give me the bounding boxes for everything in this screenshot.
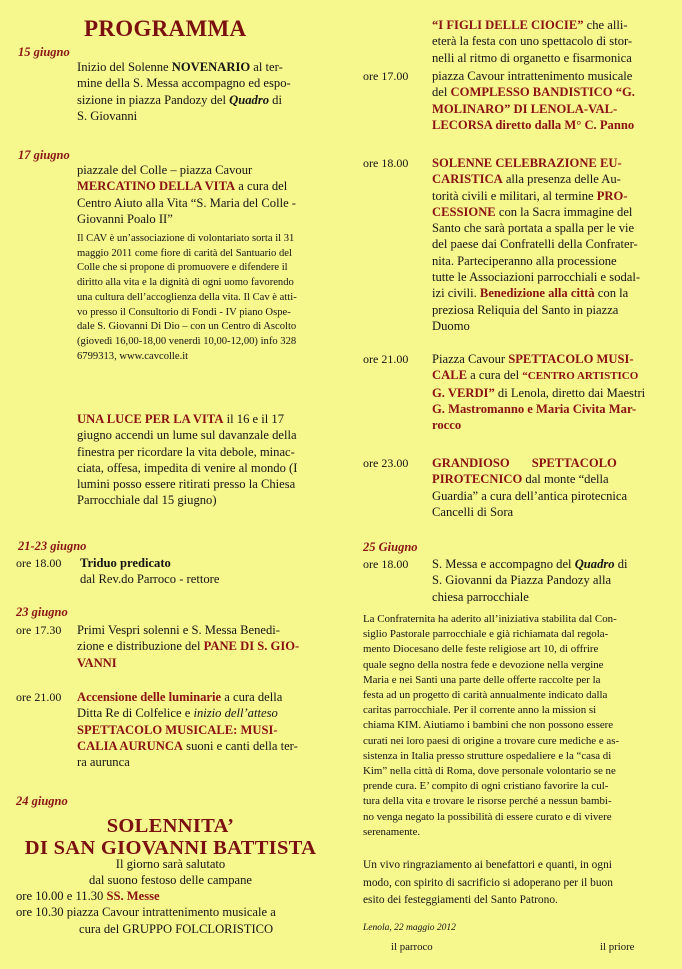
text-line: ore 10.00 e 11.30 SS. Messe xyxy=(16,889,160,903)
event-24-giugno xyxy=(16,888,336,937)
text-line: Guardia” a cura dell’antica pirotecnica xyxy=(432,488,628,503)
text-line: La Confraternita ha aderito all’iniziativa stabilita dal Con- xyxy=(363,613,617,625)
text-line: zione e distribuzione del PANE DI S. GIO- xyxy=(77,639,300,654)
text-line: eterà la festa con uno spettacolo di stor- xyxy=(432,34,633,49)
text-line: nita. Parteciperanno alla processione xyxy=(432,253,617,268)
text-line: MERCATINO DELLA VITA a cura del xyxy=(77,179,288,194)
time-label: ore 23.00 xyxy=(363,456,409,470)
text-line: tutte le Associazioni parrocchiali e sodal- xyxy=(432,270,641,285)
text-line: chiama KIM. Aiutiamo i bambini che non possono essere xyxy=(363,719,614,732)
text-line: 6799313, www.cavcolle.it xyxy=(77,350,189,362)
text-line: Centro Aiuto alla Vita “S. Maria del Colle - xyxy=(77,195,297,210)
solennita-heading xyxy=(0,815,341,859)
text-line: del COMPLESSO BANDISTICO “G. xyxy=(432,85,635,100)
text-line: SOLENNE CELEBRAZIONE EU- xyxy=(432,156,622,170)
event-triduo xyxy=(80,555,330,588)
text-line: sizione in piazza Pandozy del Quadro di xyxy=(77,92,282,107)
text-line: CESSIONE con la Sacra immagine del xyxy=(432,204,633,219)
date-24-giugno: 24 giugno xyxy=(16,794,68,808)
thanks-note xyxy=(363,857,675,910)
text-line: SPETTACOLO MUSICALE: MUSI- xyxy=(77,722,278,737)
text-line: caritas parrocchiale. Per il corrente anno la mission si xyxy=(363,704,597,717)
text-line: dal Rev.do Parroco - rettore xyxy=(80,572,220,587)
event-figli-ciocie xyxy=(432,17,672,66)
time-label: ore 18.00 xyxy=(363,156,409,170)
signature-priore: il priore xyxy=(600,941,635,953)
event-pirotecnico xyxy=(432,455,672,520)
text-line: S. Giovanni da Piazza Pandozy alla xyxy=(432,573,612,588)
text-line: MOLINARO” DI LENOLA-VAL- xyxy=(432,101,618,116)
text-line: piazzale del Colle – piazza Cavour xyxy=(77,163,253,177)
text-line: del paese dai Confratelli della Confrater- xyxy=(432,237,638,252)
text-line: Colle che si propone di promuovere e difendere il xyxy=(77,262,288,274)
event-celebrazione xyxy=(432,155,672,334)
event-luminarie xyxy=(77,689,329,770)
time-label: ore 21.00 xyxy=(363,352,409,366)
text-line: CARISTICA alla presenza delle Au- xyxy=(432,172,621,187)
text-line: “I FIGLI DELLE CIOCIE” che alli- xyxy=(432,18,628,32)
text-line: mine della S. Messa accompagno ed espo- xyxy=(77,76,291,91)
text-line: Kim” nella città di Roma, dove personale volontario se ne xyxy=(363,765,616,778)
event-25-giugno xyxy=(432,556,672,605)
text-line: CALIA AURUNCA suoni e canti della ter- xyxy=(77,738,298,753)
text-line: Parrocchiale dal 15 giugno) xyxy=(77,493,217,508)
text-line: (giovedì 16,00-18,00 venerdì 10,00-12,00) info 328 xyxy=(77,335,297,347)
text-line: quale segno della nostra fede e devozione nella vergine xyxy=(363,658,604,671)
text-line: torità civili e militari, al termine PRO- xyxy=(432,188,628,203)
text-line: finestra per ricordare la vita debole, minac- xyxy=(77,444,295,459)
campane-text xyxy=(0,856,341,889)
text-line: maggio 2011 come fiore di carità del Santuario del xyxy=(77,247,292,259)
event-mercatino xyxy=(77,162,327,227)
text-line: tura della vita e trovare le risorse perché a nessun bambi- xyxy=(363,795,612,808)
cav-description xyxy=(77,232,329,364)
date-17-giugno: 17 giugno xyxy=(18,148,70,162)
event-una-luce xyxy=(77,411,329,509)
text-line: Accensione delle luminarie a cura della xyxy=(77,690,283,704)
time-label: ore 17.00 xyxy=(363,69,409,83)
text-line: GRANDIOSO SPETTACOLO xyxy=(432,456,617,470)
text-line: VANNI xyxy=(77,655,117,670)
date-23-giugno: 23 giugno xyxy=(16,605,68,619)
text-line: modo, con spirito di sacrificio si adoperano per il buon xyxy=(363,876,613,889)
text-line: ciata, offesa, impedita di venire al mondo (I xyxy=(77,460,298,475)
text-line: no venga negato la possibilità di essere curato e di vivere xyxy=(363,810,612,823)
text-line: preziosa Reliquia del Santo in piazza xyxy=(432,302,619,317)
signature-parroco: il parroco xyxy=(391,941,433,953)
text-line: S. Messa e accompagno del Quadro di xyxy=(432,557,628,571)
date-25-giugno: 25 Giugno xyxy=(363,540,418,554)
text-line: CALE a cura del “CENTRO ARTISTICO xyxy=(432,368,639,383)
text-line: Primi Vespri solenni e S. Messa Benedi- xyxy=(77,623,280,637)
text-line: Ditta Re di Colfelice e inizio dell’atteso xyxy=(77,706,278,721)
text-line: esito dei festeggiamenti del Santo Patrono. xyxy=(363,894,558,906)
text-line: vo presso il Consultorio di Fondi - IV piano Ospe- xyxy=(77,306,291,318)
text-line: G. VERDI” di Lenola, diretto dai Maestri xyxy=(432,385,646,400)
time-label: ore 17.30 xyxy=(16,623,62,637)
text-line: serenamente. xyxy=(363,825,421,838)
text-line: cura del GRUPPO FOLCLORISTICO xyxy=(79,921,274,936)
text-line: rocco xyxy=(432,418,462,433)
heading-line: SOLENNITA’ xyxy=(106,815,235,837)
text-line: Piazza Cavour SPETTACOLO MUSI- xyxy=(432,352,634,366)
text-line: sistenza in Italia presso strutture ospedaliere e la “casa di xyxy=(363,749,612,762)
text-line: siglio Pastorale parrocchiale e già richiamata dal regola- xyxy=(363,628,609,641)
text-line: mento Diocesano delle feste religiose art 10, di offrire xyxy=(363,643,599,656)
text-line: ore 10.30 piazza Cavour intrattenimento musicale a xyxy=(16,905,276,920)
event-primi-vespri xyxy=(77,622,329,671)
text-line: festa ad un progetto di carità annualmente indicato dalla xyxy=(363,689,608,702)
text-line: piazza Cavour intrattenimento musicale xyxy=(432,69,633,83)
time-label: ore 18.00 xyxy=(363,557,409,571)
confraternita-notes xyxy=(363,612,675,840)
text-line: Giovanni Poalo II” xyxy=(77,211,173,226)
date-15-giugno: 15 giugno xyxy=(18,45,70,59)
heading-line: DI SAN GIOVANNI BATTISTA xyxy=(24,837,317,859)
page-title: PROGRAMMA xyxy=(84,16,247,41)
text-line: Duomo xyxy=(432,318,470,333)
text-line: una cultura dell’accoglienza della vita. Il Cav è atti- xyxy=(77,291,297,303)
time-label: ore 18.00 xyxy=(16,556,62,570)
text-line: lumini posso essere ritirati presso la Chiesa xyxy=(77,477,296,492)
text-line: UNA LUCE PER LA VITA il 16 e il 17 xyxy=(77,412,285,426)
text-line: Un vivo ringraziamento ai benefattori e quanti, in ogni xyxy=(363,859,612,871)
text-line: giugno accendi un lume sul davanzale della xyxy=(77,428,297,443)
text-line: S. Giovanni xyxy=(77,108,138,123)
text-line: nelli al ritmo di organetto e fisarmonica xyxy=(432,50,632,65)
text-line: Maria e nei Santi una parte delle offerte raccolte per la xyxy=(363,673,601,686)
text-line: Il giorno sarà salutato xyxy=(115,857,226,871)
text-line: izi civili. Benedizione alla città con la xyxy=(432,286,629,301)
place-date: Lenola, 22 maggio 2012 xyxy=(363,923,456,933)
text-line: dale S. Giovanni Di Dio – con un Centro di Ascolto xyxy=(77,321,297,333)
text-line: PIROTECNICO dal monte “della xyxy=(432,472,609,487)
text-line: Il CAV è un’associazione di volontariato sorta il 31 xyxy=(77,233,295,244)
event-complesso-bandistico xyxy=(432,68,672,133)
text-line: diritto alla vita e la dignità di ogni uomo favorendo xyxy=(77,277,294,289)
text-line: prende cura. E’ compito di ogni cristiano favorire la cul- xyxy=(363,780,609,793)
text-line: dal suono festoso delle campane xyxy=(89,873,252,888)
text-line: Inizio del Solenne NOVENARIO al ter- xyxy=(77,60,283,74)
text-line: Triduo predicato xyxy=(80,556,171,570)
text-line: Santo che sarà portata a spalla per le vie xyxy=(432,221,635,236)
text-line: ra aurunca xyxy=(77,755,130,770)
text-line: G. Mastromanno e Maria Civita Mar- xyxy=(432,401,637,416)
text-line: Cancelli di Sora xyxy=(432,504,514,519)
date-21-23-giugno: 21-23 giugno xyxy=(18,539,87,553)
event-spettacolo-musicale xyxy=(432,351,672,433)
event-15-giugno xyxy=(77,59,329,124)
text-line: LECORSA diretto dalla M° C. Panno xyxy=(432,117,635,132)
text-line: chiesa parrocchiale xyxy=(432,589,529,604)
time-label: ore 21.00 xyxy=(16,690,62,704)
text-line: curati nei loro paesi di origine a trovare cure mediche e as- xyxy=(363,734,620,747)
